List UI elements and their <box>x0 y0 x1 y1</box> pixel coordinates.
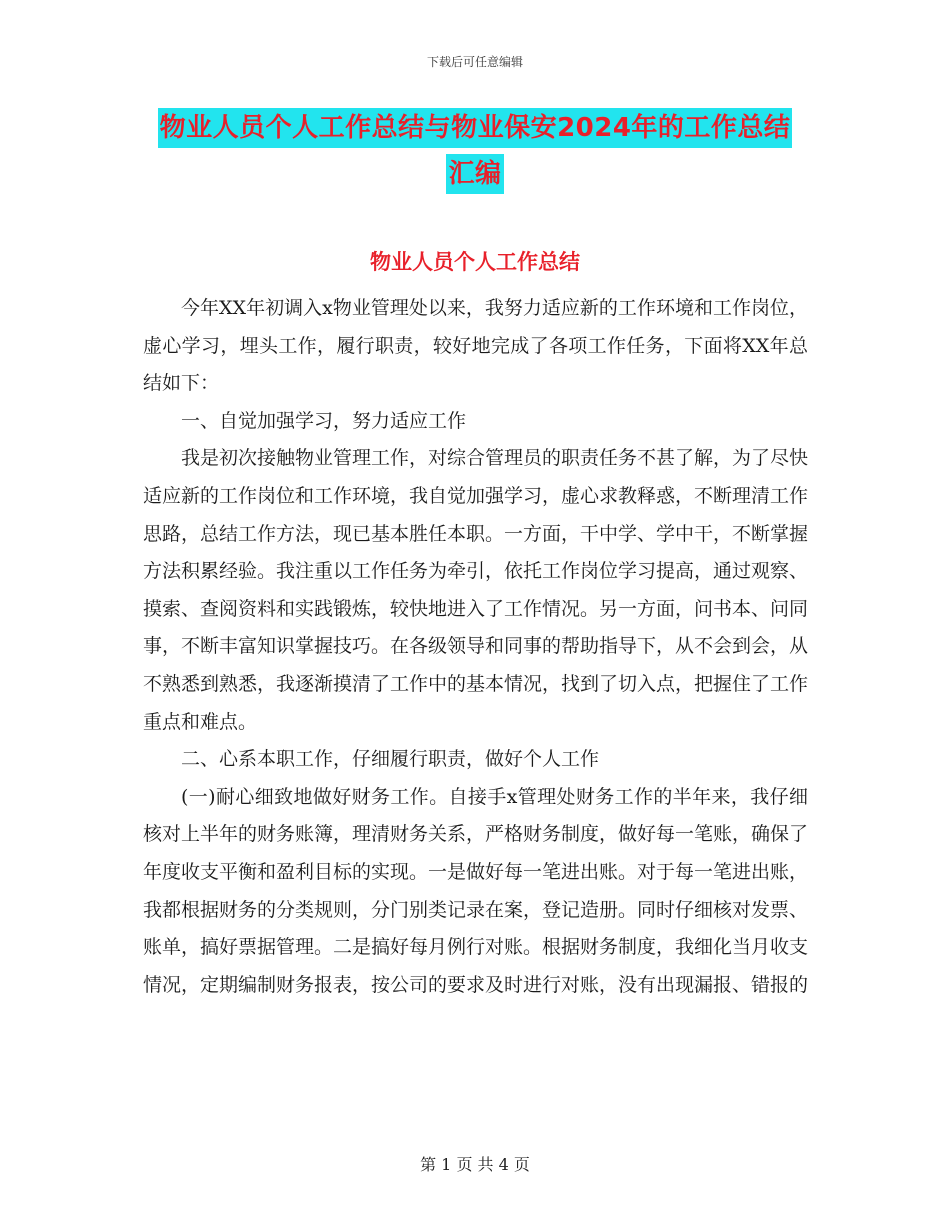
document-body <box>143 290 808 1004</box>
document-title <box>0 108 950 194</box>
section-title: 物业人员个人工作总结 <box>370 250 580 274</box>
paragraph-1: 我是初次接触物业管理工作，对综合管理员的职责任务不甚了解，为了尽快适应新的工作岗位和工作环境，我自觉加强学习，虚心求教释惑，不断理清工作思路，总结工作方法，现已基本胜任本职。一方面，干中学、学中干，不断掌握方法积累经验。我注重以工作任务为牵引，依托工作岗位学习提高，通过观察、摸索、查阅资料和实践锻炼，较快地进入了工作情况。另一方面，问书本、问同事，不断丰富知识掌握技巧。在各级领导和同事的帮助指导下，从不会到会，从不熟悉到熟悉，我逐渐摸清了工作中的基本情况，找到了切入点，把握住了工作重点和难点。 <box>143 447 809 733</box>
paragraph-intro: 今年XX年初调入x物业管理处以来，我努力适应新的工作环境和工作岗位，虚心学习，埋头工作，履行职责，较好地完成了各项工作任务，下面将XX年总结如下： <box>143 297 808 395</box>
title-line-2: 汇编 <box>446 154 503 194</box>
page-footer: 第 1 页 共 4 页 <box>420 1155 530 1174</box>
header-note: 下载后可任意编辑 <box>426 55 523 69</box>
heading-1: 一、自觉加强学习，努力适应工作 <box>181 409 467 432</box>
paragraph-2: (一)耐心细致地做好财务工作。自接手x管理处财务工作的半年来，我仔细核对上半年的财务账簿，理清财务关系，严格财务制度，做好每一笔账，确保了年度收支平衡和盈利目标的实现。一是做好每一笔进出账。对于每一笔进出账，我都根据财务的分类规则，分门别类记录在案，登记造册。同时仔细核对发票、账单，搞好票据管理。二是搞好每月例行对账。根据财务制度，我细化当月收支情况，定期编制财务报表，按公司的要求及时进行对账，没有出现漏报、错报的 <box>143 785 809 996</box>
heading-2: 二、心系本职工作，仔细履行职责，做好个人工作 <box>181 748 600 771</box>
title-line-1: 物业人员个人工作总结与物业保安2024年的工作总结 <box>158 108 793 148</box>
